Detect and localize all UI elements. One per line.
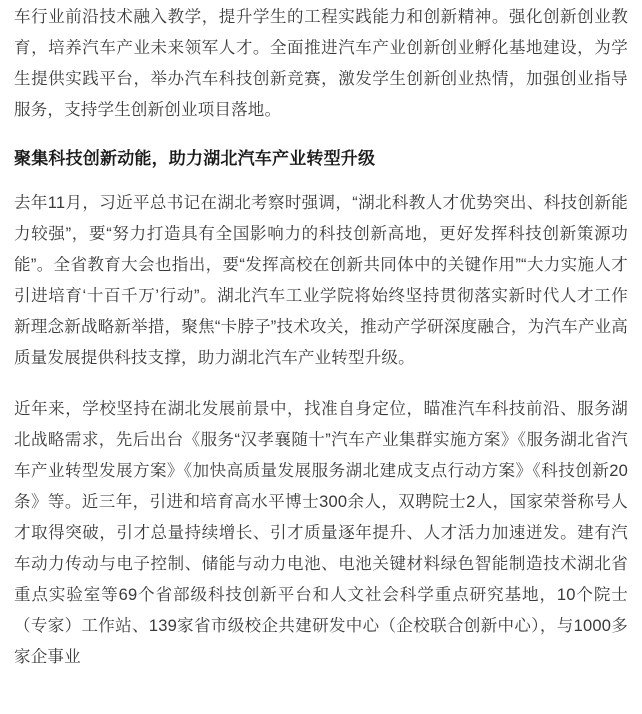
body-paragraph: 近年来，学校坚持在湖北发展前景中，找准自身定位，瞄准汽车科技前沿、服务湖北战略需求，先后出台《服务“汉孝襄随十”汽车产业集群实施方案》《服务湖北省汽车产业转型发展方案》《加快高质量发展服务湖北建成支点行动方案》《科技创新20条》等。近三年，引进和培育高水平博士300余人，双聘院士2人，国家荣誉称号人才取得突破，引才总量持续增长、引才质量逐年提升、人才活力加速迸发。建有汽车动力传动与电子控制、储能与动力电池、电池关键材料绿色智能制造技术湖北省重点实验室等69个省部级科技创新平台和人文社会科学重点研究基地，10个院士（专家）工作站、139家省市级校企共建研发中心（企校联合创新中心），与1000多家企事业 <box>14 400 628 666</box>
body-paragraph: 车行业前沿技术融入教学，提升学生的工程实践能力和创新精神。强化创新创业教育，培养汽车产业未来领军人才。全面推进汽车产业创新创业孵化基地建设，为学生提供实践平台，举办汽车科技创新竞赛，激发学生创新创业热情，加强创业指导服务，支持学生创新创业项目落地。 <box>14 8 628 119</box>
section-heading: 聚集科技创新动能，助力湖北汽车产业转型升级 <box>14 149 376 168</box>
body-paragraph: 去年11月，习近平总书记在湖北考察时强调，“湖北科教人才优势突出、科技创新能力较强”，要“努力打造具有全国影响力的科技创新高地，更好发挥科技创新策源功能”。全省教育大会也指出，要“发挥高校在创新共同体中的关键作用”“大力实施人才引进培育‘十百千万’行动”。湖北汽车工业学院将始终坚持贯彻落实新时代人才工作新理念新战略新举措，聚焦“卡脖子”技术攻关，推动产学研深度融合，为汽车产业高质量发展提供科技支撑，助力湖北汽车产业转型升级。 <box>14 194 628 367</box>
